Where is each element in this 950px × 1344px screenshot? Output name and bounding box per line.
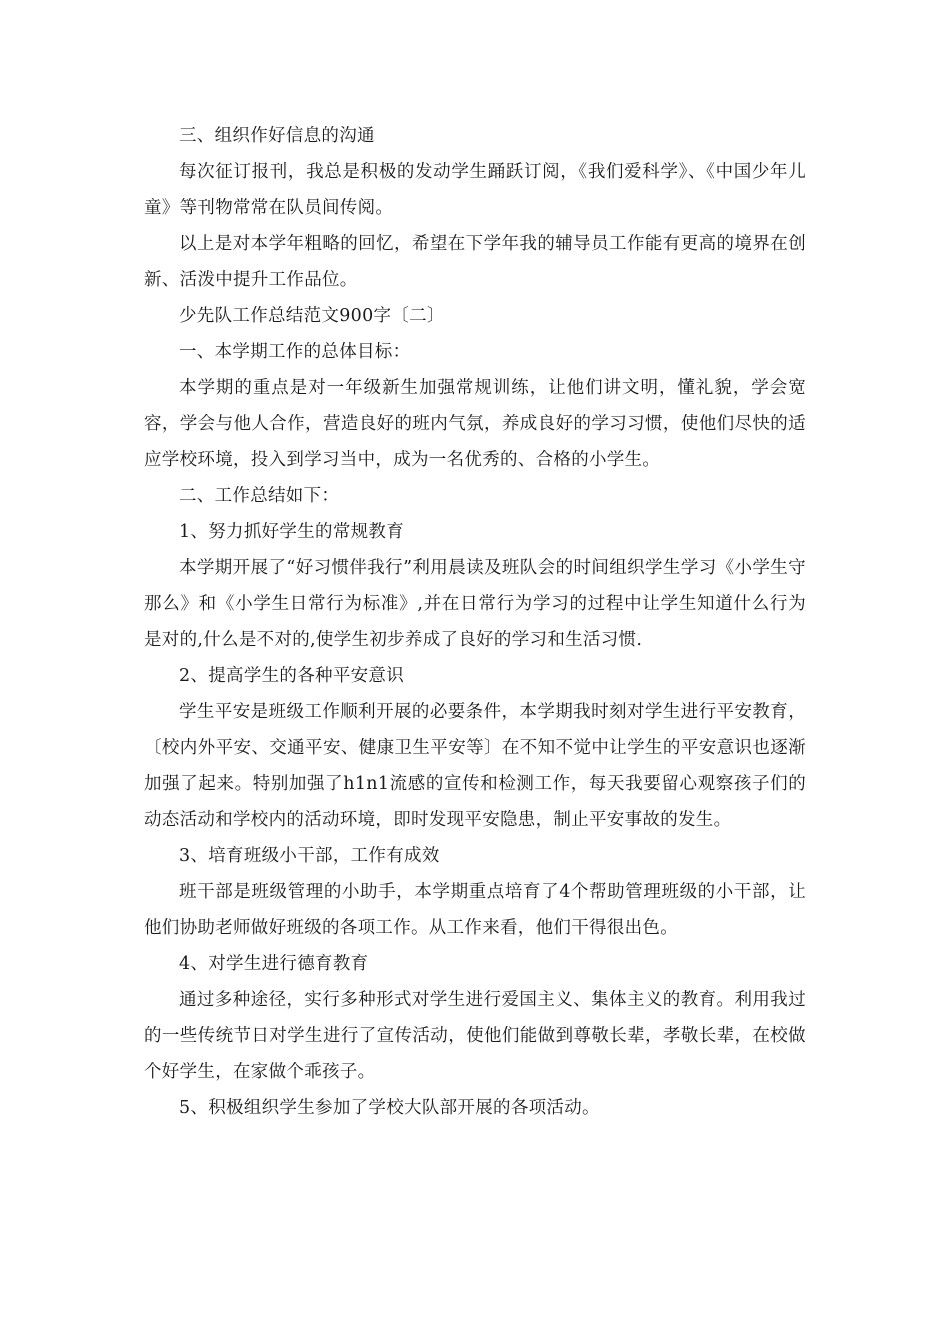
section-heading: 二、工作总结如下： [179, 486, 340, 506]
section-heading: 一、本学期工作的总体目标： [179, 342, 411, 362]
body-paragraph: 通过多种途径，实行多种形式对学生进行爱国主义、集体主义的教育。利用我过的一些传统节日对学生进行了宣传活动，使他们能做到尊敬长辈，孝敬长辈，在校做个好学生，在家做个乖孩子。 [144, 990, 806, 1082]
subsection-heading: 1、努力抓好学生的常规教育 [179, 522, 405, 542]
document-body [144, 118, 806, 1126]
subsection-heading: 5、积极组织学生参加了学校大队部开展的各项活动。 [179, 1098, 600, 1118]
body-paragraph: 本学期开展了“好习惯伴我行”利用晨读及班队会的时间组织学生学习《小学生守那么》和《小学生日常行为标准》,并在日常行为学习的过程中让学生知道什么行为是对的,什么是不对的,使学生初步养成了良好的学习和生活习惯. [144, 558, 806, 650]
body-paragraph: 以上是对本学年粗略的回忆，希望在下学年我的辅导员工作能有更高的境界在创新、活泼中提升工作品位。 [144, 234, 806, 290]
body-paragraph: 本学期的重点是对一年级新生加强常规训练，让他们讲文明，懂礼貌，学会宽容，学会与他人合作，营造良好的班内气氛，养成良好的学习习惯，使他们尽快的适应学校环境，投入到学习当中，成为一名优秀的、合格的小学生。 [144, 378, 806, 470]
subsection-heading: 2、提高学生的各种平安意识 [179, 666, 405, 686]
subsection-heading: 4、对学生进行德育教育 [179, 954, 369, 974]
subsection-heading: 3、培育班级小干部，工作有成效 [179, 846, 440, 866]
body-paragraph: 学生平安是班级工作顺利开展的必要条件，本学期我时刻对学生进行平安教育，〔校内外平安、交通平安、健康卫生平安等〕在不知不觉中让学生的平安意识也逐渐加强了起来。特别加强了h1n1流感的宣传和检测工作，每天我要留心观察孩子们的动态活动和学校内的活动环境，即时发现平安隐患，制止平安事故的发生。 [144, 702, 806, 830]
body-paragraph: 每次征订报刊，我总是积极的发动学生踊跃订阅，《我们爱科学》、《中国少年儿童》等刊物常常在队员间传阅。 [144, 162, 806, 218]
body-paragraph: 班干部是班级管理的小助手，本学期重点培育了4个帮助管理班级的小干部，让他们协助老师做好班级的各项工作。从工作来看，他们干得很出色。 [144, 882, 806, 938]
section-heading: 三、组织作好信息的沟通 [179, 126, 375, 146]
article-title: 少先队工作总结范文900字〔二〕 [179, 306, 445, 326]
